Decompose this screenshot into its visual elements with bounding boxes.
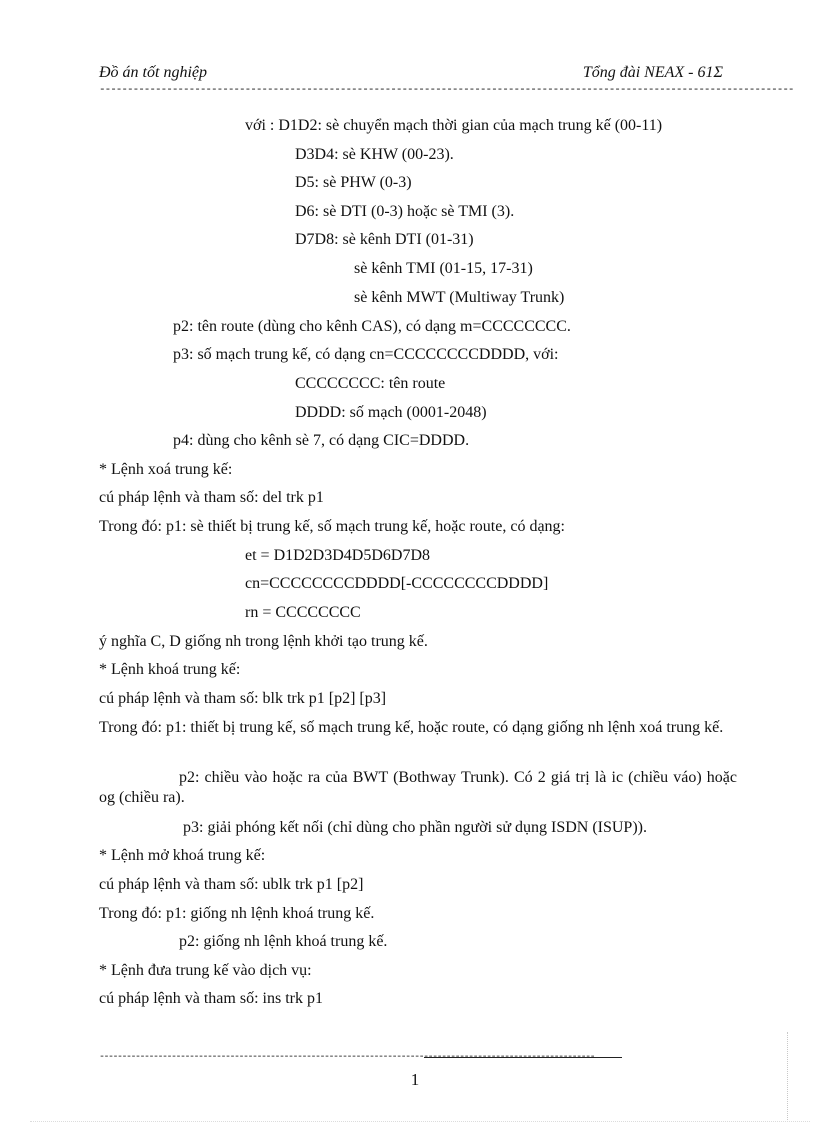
text-line: cú pháp lệnh và tham số: ublk trk p1 [p2] (99, 876, 364, 893)
text-line: Trong đó: p1: sè thiết bị trung kế, số mạch trung kế, hoặc route, có dạng: (99, 518, 565, 535)
text-line: p4: dùng cho kênh sè 7, có dạng CIC=DDDD. (173, 432, 470, 449)
section-heading: * Lệnh khoá trung kế: (99, 661, 241, 678)
text-line: ý nghĩa C, D giống nh trong lệnh khởi tạo trung kế. (99, 633, 428, 650)
text-line: sè kênh MWT (Multiway Trunk) (354, 289, 565, 306)
text-line: cú pháp lệnh và tham số: ins trk p1 (99, 990, 323, 1007)
text-line: D3D4: sè KHW (00-23). (295, 146, 454, 163)
text-line: với : D1D2: sè chuyển mạch thời gian của mạch trung kế (00-11) (245, 117, 663, 134)
text-paragraph: Trong đó: p1: thiết bị trung kế, số mạch trung kế, hoặc route, có dạng giống nh lệnh xoá trung kế. (99, 719, 724, 736)
page-corner-mark (787, 1032, 788, 1120)
footer-solid-rule (424, 1057, 622, 1058)
text-line: CCCCCCCC: tên route (295, 375, 446, 392)
text-line: cú pháp lệnh và tham số: blk trk p1 [p2] [p3] (99, 690, 387, 707)
text-line: p3: giải phóng kết nối (chỉ dùng cho phần người sử dụng ISDN (ISUP)). (183, 819, 647, 836)
footer-dashed-rule: -------------------------------------------------------------------------------------------------------------- (99, 1052, 595, 1063)
text-line: cn=CCCCCCCCDDDD[-CCCCCCCCDDDD] (245, 575, 549, 592)
section-heading: * Lệnh đưa trung kế vào dịch vụ: (99, 962, 312, 979)
section-heading: * Lệnh mở khoá trung kế: (99, 847, 266, 864)
page-bottom-mark (30, 1121, 810, 1122)
header-left-title: Đồ án tốt nghiệp (99, 64, 207, 81)
text-line: p2: giống nh lệnh khoá trung kế. (179, 933, 388, 950)
text-line: p3: số mạch trung kế, có dạng cn=CCCCCCCCDDDD, với: (173, 346, 559, 363)
text-line: Trong đó: p1: giống nh lệnh khoá trung kế. (99, 905, 375, 922)
text-line: p2: tên route (dùng cho kênh CAS), có dạng m=CCCCCCCC. (173, 318, 571, 335)
text-line: D6: sè DTI (0-3) hoặc sè TMI (3). (295, 203, 515, 220)
text-line: DDDD: số mạch (0001-2048) (295, 404, 487, 421)
section-heading: * Lệnh xoá trung kế: (99, 461, 233, 478)
text-line: D5: sè PHW (0-3) (295, 174, 412, 191)
text-paragraph: p2: chiều vào hoặc ra của BWT (Bothway Trunk). Có 2 giá trị là ic (chiều váo) hoặc og (chiều ra). (99, 769, 737, 806)
text-line: et = D1D2D3D4D5D6D7D8 (245, 547, 431, 564)
header-right-title: Tổng đài NEAX - 61Σ (582, 64, 723, 81)
text-line: cú pháp lệnh và tham số: del trk p1 (99, 489, 324, 506)
text-line: rn = CCCCCCCC (245, 604, 361, 621)
text-line: D7D8: sè kênh DTI (01-31) (295, 231, 474, 248)
header-dashed-rule: ---------------------------------------------------------------------------------------------------------------------------- (99, 84, 794, 96)
text-line: sè kênh TMI (01-15, 17-31) (354, 260, 533, 277)
page-number: 1 (410, 1070, 420, 1089)
